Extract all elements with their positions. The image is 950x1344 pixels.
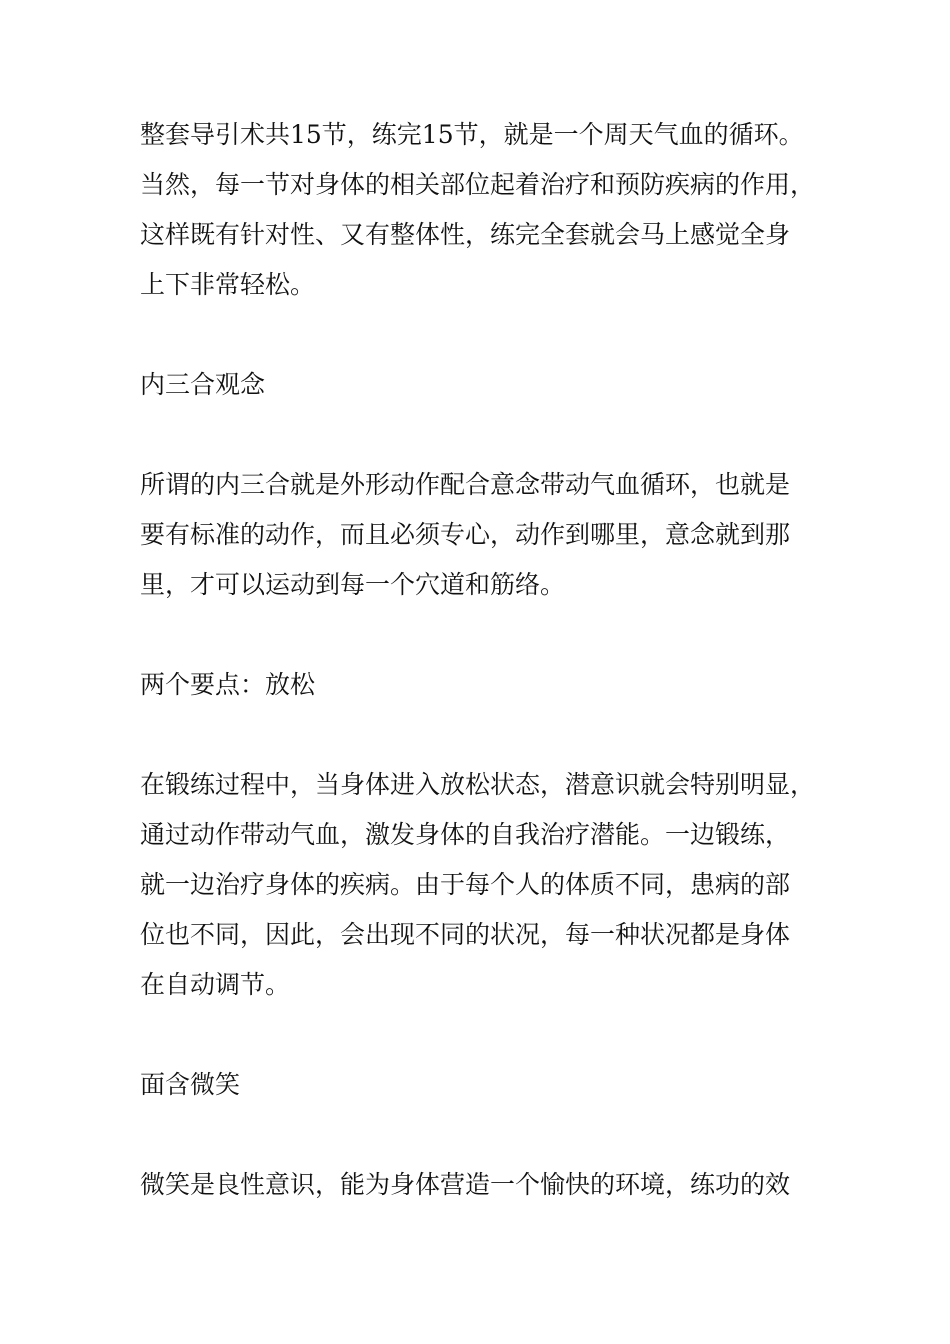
paragraph-spacer: [140, 410, 830, 460]
paragraph-line: 位也不同，因此，会出现不同的状况，每一种状况都是身体: [140, 920, 791, 949]
paragraph-line: 在自动调节。: [140, 970, 291, 999]
paragraph-line: 当然，每一节对身体的相关部位起着治疗和预防疾病的作用，: [140, 170, 816, 199]
paragraph-line: 通过动作带动气血，激发身体的自我治疗潜能。一边锻练，: [140, 820, 791, 849]
paragraph-line: 整套导引术共15节，练完15节，就是一个周天气血的循环。: [140, 120, 804, 149]
paragraph-line: 在锻练过程中，当身体进入放松状态，潜意识就会特别明显，: [140, 770, 816, 799]
section-heading: 两个要点：放松: [140, 670, 316, 699]
paragraph-line: 这样既有针对性、又有整体性，练完全套就会马上感觉全身: [140, 220, 791, 249]
paragraph-line: 上下非常轻松。: [140, 270, 316, 299]
paragraph-line: 所谓的内三合就是外形动作配合意念带动气血循环，也就是: [140, 470, 791, 499]
heading-smile: [140, 1060, 830, 1110]
document-body: [140, 110, 830, 1210]
section-heading: 面含微笑: [140, 1070, 241, 1099]
paragraph-cycle: [140, 110, 830, 310]
section-heading: 内三合观念: [140, 370, 266, 399]
paragraph-spacer: [140, 310, 830, 360]
paragraph-inner-three-harmonies: [140, 460, 830, 610]
paragraph-spacer: [140, 710, 830, 760]
paragraph-line: 微笑是良性意识，能为身体营造一个愉快的环境，练功的效: [140, 1170, 791, 1199]
paragraph-smile: [140, 1160, 830, 1210]
paragraph-line: 里，才可以运动到每一个穴道和筋络。: [140, 570, 566, 599]
paragraph-spacer: [140, 1010, 830, 1060]
paragraph-relax: [140, 760, 830, 1010]
paragraph-line: 要有标准的动作，而且必须专心，动作到哪里，意念就到那: [140, 520, 791, 549]
heading-relax: [140, 660, 830, 710]
paragraph-line: 就一边治疗身体的疾病。由于每个人的体质不同，患病的部: [140, 870, 791, 899]
paragraph-spacer: [140, 610, 830, 660]
heading-inner-three-harmonies: [140, 360, 830, 410]
paragraph-spacer: [140, 1110, 830, 1160]
